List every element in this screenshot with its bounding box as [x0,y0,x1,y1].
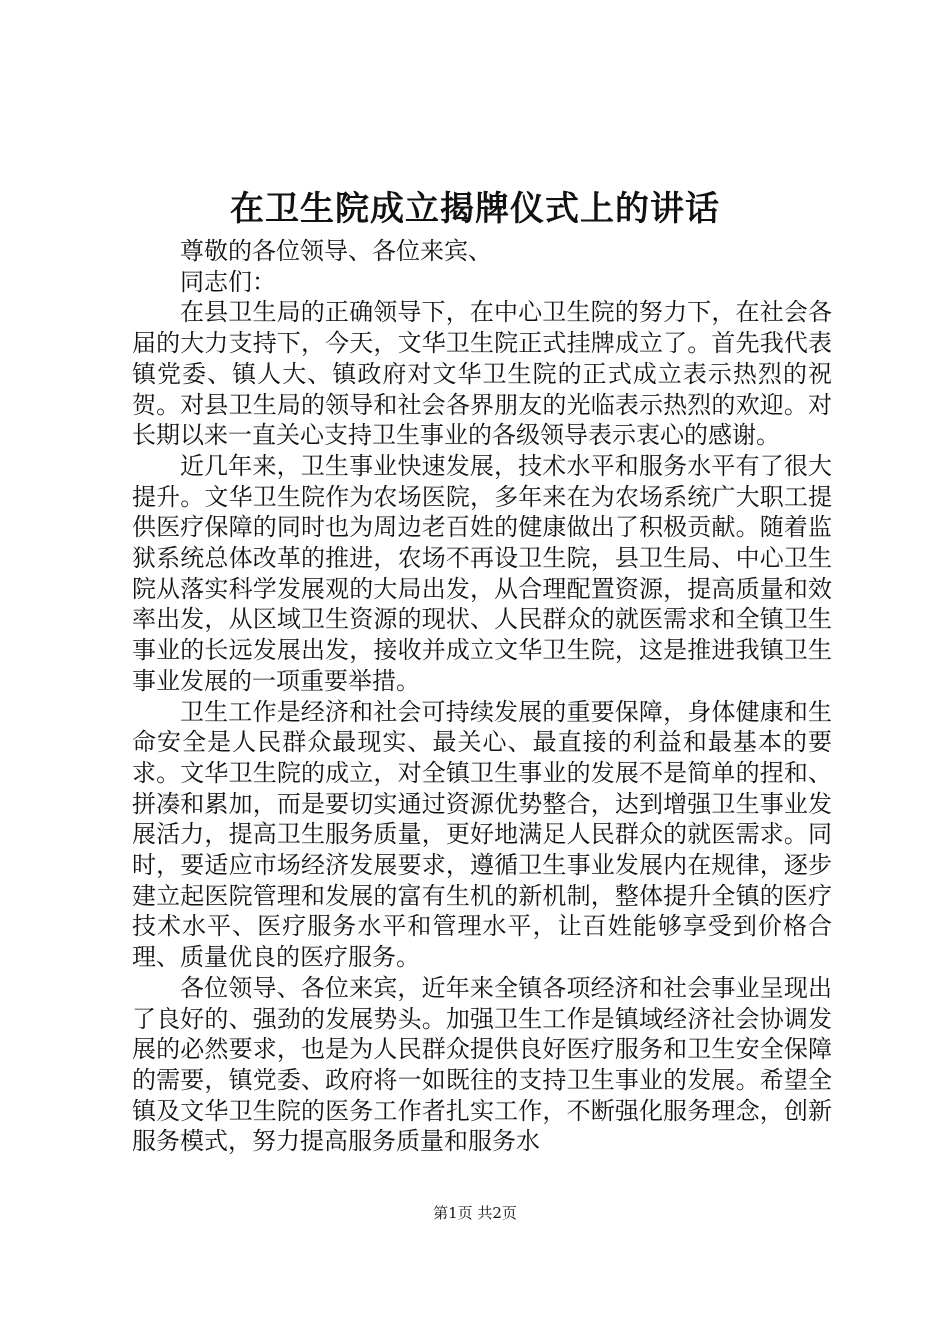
paragraph-3: 卫生工作是经济和社会可持续发展的重要保障，身体健康和生命安全是人民群众最现实、最关心、最直接的利益和最基本的要求。文华卫生院的成立，对全镇卫生事业的发展不是简单的捏和、拼凑和累加，而是要切实通过资源优势整合，达到增强卫生事业发展活力，提高卫生服务质量，更好地满足人民群众的就医需求。同时，要适应市场经济发展要求，遵循卫生事业发展内在规律，逐步建立起医院管理和发展的富有生机的新机制，整体提升全镇的医疗技术水平、医疗服务水平和管理水平，让百姓能够享受到价格合理、质量优良的医疗服务。 [132,697,832,972]
paragraph-2: 近几年来，卫生事业快速发展，技术水平和服务水平有了很大提升。文华卫生院作为农场医院，多年来在为农场系统广大职工提供医疗保障的同时也为周边老百姓的健康做出了积极贡献。随着监狱系统总体改革的推进，农场不再设卫生院，县卫生局、中心卫生院从落实科学发展观的大局出发，从合理配置资源，提高质量和效率出发，从区域卫生资源的现状、人民群众的就医需求和全镇卫生事业的长远发展出发，接收并成立文华卫生院，这是推进我镇卫生事业发展的一项重要举措。 [132,451,832,695]
paragraph-1: 在县卫生局的正确领导下，在中心卫生院的努力下，在社会各届的大力支持下，今天，文华卫生院正式挂牌成立了。首先我代表镇党委、镇人大、镇政府对文华卫生院的正式成立表示热烈的祝贺。对县卫生局的领导和社会各界朋友的光临表示热烈的欢迎。对长期以来一直关心支持卫生事业的各级领导表示衷心的感谢。 [132,298,832,450]
salutation-line-2: 同志们： [180,267,276,296]
salutation-line-1: 尊敬的各位领导、各位来宾、 [180,237,492,265]
paragraph-4: 各位领导、各位来宾，近年来全镇各项经济和社会事业呈现出了良好的、强劲的发展势头。加强卫生工作是镇域经济社会协调发展的必然要求，也是为人民群众提供良好医疗服务和卫生安全保障的需要，镇党委、政府将一如既往的支持卫生事业的发展。希望全镇及文华卫生院的医务工作者扎实工作，不断强化服务理念，创新服务模式，努力提高服务质量和服务水 [132,973,832,1156]
page-footer: 第1页 共2页 [433,1204,517,1222]
document-body [132,236,832,1157]
document-title: 在卫生院成立揭牌仪式上的讲话 [230,189,720,229]
